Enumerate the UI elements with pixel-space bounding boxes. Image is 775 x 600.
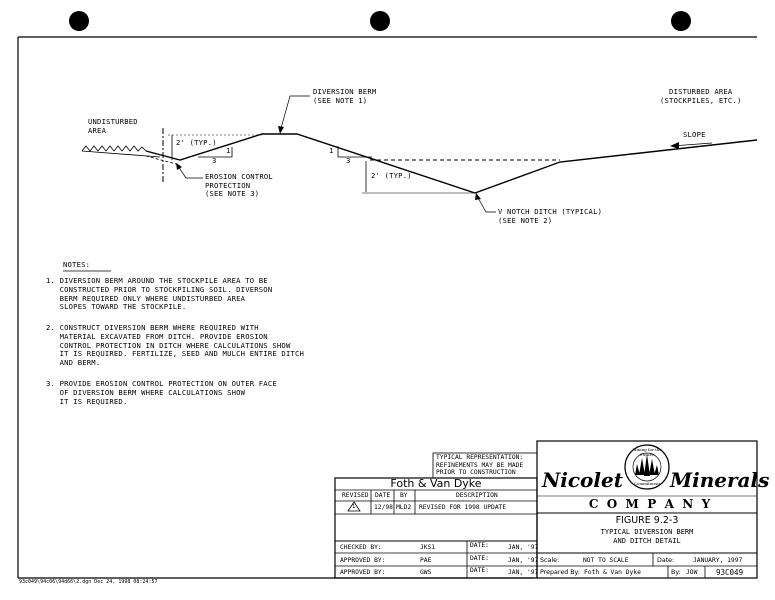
- arrow-vnotch: [475, 193, 481, 200]
- note-item-3: 3. PROVIDE EROSION CONTROL PROTECTION ON OUTER FACE OF DIVERSION BERM WHERE CALCULATIONS SHOW IT IS REQUIRED.: [46, 379, 277, 406]
- seal-text-top: Mining for the Future: [632, 447, 662, 457]
- date-label-2: DATE:: [470, 555, 489, 562]
- label-slope: SLOPE: [683, 130, 706, 139]
- date-value-3: JAN, '97: [508, 569, 539, 576]
- label-ratio-1-right: 1: [329, 146, 334, 155]
- checked-by-value: JKS1: [420, 544, 436, 551]
- arrow-berm: [278, 126, 284, 134]
- label-typ-left: 2' (TYP.): [176, 138, 217, 147]
- by-value: JOW: [686, 569, 698, 576]
- checked-by-label: CHECKED BY:: [340, 544, 382, 551]
- approved-by-value-2: GWS: [420, 569, 432, 576]
- leader-erosion: [178, 166, 203, 178]
- label-ratio-3-left: 3: [212, 156, 217, 165]
- by-header: BY: [400, 492, 408, 499]
- arrow-erosion: [176, 163, 182, 170]
- note-item-1: 1. DIVERSION BERM AROUND THE STOCKPILE AREA TO BE CONSTRUCTED PRIOR TO STOCKPILING SOIL. DIVERSON BERM REQUIRED ONLY WHERE UNDISTURBED AREA SLOPES TOWARD THE STOCKPILE.: [46, 276, 273, 312]
- date-label-3: DATE:: [470, 567, 489, 574]
- revision-date: 12/98: [374, 504, 393, 511]
- label-erosion-control: EROSION CONTROL PROTECTION (SEE NOTE 3): [205, 172, 273, 198]
- scale-label: Scale:: [540, 557, 560, 564]
- company-name-nicolet: Nicolet: [542, 468, 623, 492]
- seal-text-bottom: Commitment: [633, 481, 661, 486]
- date-label-1: DATE:: [470, 542, 489, 549]
- date-label-main: Date:: [657, 557, 675, 564]
- slope-arrow-head: [670, 142, 679, 149]
- firm-name: Foth & Van Dyke: [390, 477, 482, 490]
- prepared-by-label: Prepared By:: [540, 569, 580, 576]
- approved-by-label-2: APPROVED BY:: [340, 569, 386, 576]
- by-label: By:: [671, 569, 681, 576]
- revision-description: REVISED FOR 1998 UPDATE: [419, 504, 507, 511]
- label-ratio-1-left: 1: [226, 146, 231, 155]
- label-ratio-3-right: 3: [346, 156, 351, 165]
- prepared-by-value: Foth & Van Dyke: [584, 569, 641, 576]
- typical-representation-note: TYPICAL REPRESENTATION: REFINEMENTS MAY BE MADE PRIOR TO CONSTRUCTION: [436, 454, 524, 476]
- approved-by-value-1: PAE: [420, 557, 432, 564]
- date-value-1: JAN, '97: [508, 544, 539, 551]
- file-path-stamp: 93c049\94c06\94d66\2.dgn Dec 24, 1998 08:24:57: [19, 579, 158, 585]
- company-name-minerals: Minerals: [670, 468, 770, 492]
- revision-by: MLD2: [396, 504, 412, 511]
- date-header: DATE: [375, 492, 391, 499]
- approved-by-label-1: APPROVED BY:: [340, 557, 386, 564]
- scale-value: NOT TO SCALE: [583, 557, 629, 564]
- figure-title: TYPICAL DIVERSION BERM AND DITCH DETAIL: [600, 528, 694, 545]
- label-diversion-berm: DIVERSION BERM (SEE NOTE 1): [313, 87, 377, 105]
- slope-triangle-right: [338, 146, 372, 157]
- leader-berm: [280, 96, 310, 132]
- date-value-2: JAN, '97: [508, 557, 539, 564]
- description-header: DESCRIPTION: [456, 492, 498, 499]
- notes-heading: NOTES:: [63, 260, 91, 269]
- label-undisturbed-area: UNDISTURBED AREA: [88, 117, 138, 135]
- date-value-main: JANUARY, 1997: [693, 557, 743, 564]
- revised-header: REVISED: [342, 492, 369, 499]
- label-vnotch-ditch: V NOTCH DITCH (TYPICAL) (SEE NOTE 2): [498, 207, 603, 225]
- label-typ-right: 2' (TYP.): [371, 171, 412, 180]
- figure-number: FIGURE 9.2-3: [615, 515, 679, 526]
- label-disturbed-area: DISTURBED AREA (STOCKPILES, ETC.): [660, 87, 742, 105]
- drawing-number: 93C049: [716, 568, 744, 577]
- note-item-2: 2. CONSTRUCT DIVERSION BERM WHERE REQUIRED WITH MATERIAL EXCAVATED FROM DITCH. PROVIDE EROSION CONTROL PROTECTION IN DITCH WHERE CALCULATIONS SHOW IT IS REQUIRED. FERTILIZE, SEED AND MULCH ENTIRE DITCH AND BERM.: [46, 323, 305, 368]
- company-word: C O M P A N Y: [588, 497, 711, 511]
- revision-number: 1: [352, 504, 356, 510]
